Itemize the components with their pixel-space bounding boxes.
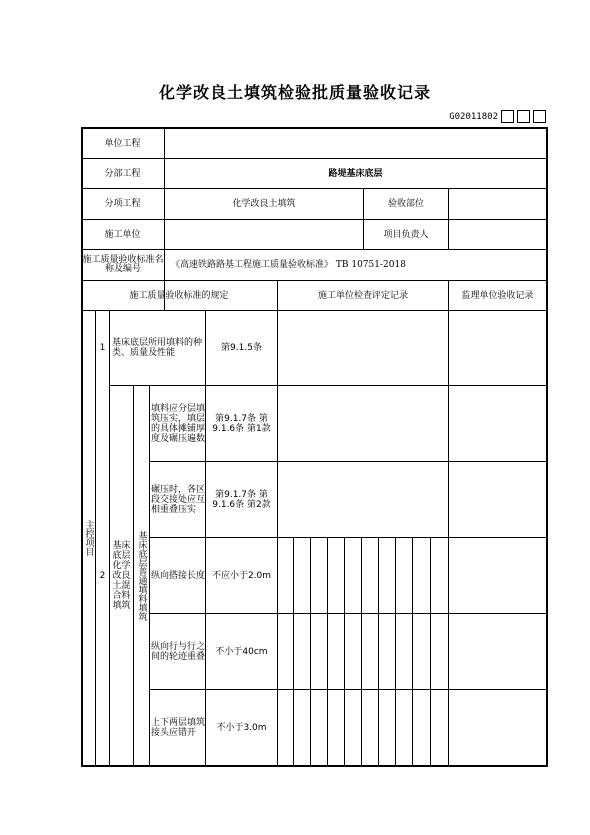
category-main-control: 主控项目 xyxy=(83,520,94,556)
sub-item-inspect[interactable] xyxy=(278,538,448,613)
subitem-label: 分项工程 xyxy=(104,199,141,209)
code-box[interactable] xyxy=(501,110,514,123)
item-1-supervise[interactable] xyxy=(449,311,546,385)
standard-label: 施工质量验收标准名称及编号 xyxy=(82,255,164,274)
sub-item-clause: 不应小于2.0m xyxy=(211,570,272,581)
sub-item-clause: 第9.1.7条 第9.1.6条 第1款 xyxy=(212,413,271,434)
division-label: 分部工程 xyxy=(104,168,141,179)
page-title: 化学改良土填筑检验批质量验收记录 xyxy=(158,83,431,102)
sub-item-desc: 上下两层填筑接头应错开 xyxy=(151,717,206,738)
item-1-clause: 第9.1.5条 xyxy=(221,343,262,353)
item-2-sub: 基床底层普通填料填筑 xyxy=(136,530,147,621)
form-code-text: G02011802 xyxy=(449,111,498,122)
item-1-no: 1 xyxy=(99,343,106,353)
subitem-value[interactable]: 化学改良土填筑 xyxy=(232,199,296,209)
sub-item-desc: 纵向搭接长度 xyxy=(151,570,206,581)
sub-item-clause: 第9.1.7条 第9.1.6条 第2款 xyxy=(212,489,271,510)
sub-item-inspect[interactable] xyxy=(278,614,448,689)
construction-unit-field[interactable] xyxy=(165,220,363,249)
code-box[interactable] xyxy=(533,110,546,123)
construction-unit-label: 施工单位 xyxy=(104,229,141,240)
division-value[interactable]: 路堤基床底层 xyxy=(328,168,383,179)
item-2-no: 2 xyxy=(99,570,106,581)
sub-item-clause: 不小于3.0m xyxy=(216,722,267,733)
sub-item-desc: 填料应分层填筑压实，填层的具体摊铺厚度及碾压遍数 xyxy=(151,403,206,444)
col-line xyxy=(149,385,150,767)
acceptance-part-label: 验收部位 xyxy=(387,199,424,209)
header-spec: 施工质量验收标准的规定 xyxy=(129,290,229,301)
project-manager-label: 项目负责人 xyxy=(383,229,429,240)
sub-item-supervise[interactable] xyxy=(449,462,546,537)
standard-value: 《高速铁路路基工程施工质量验收标准》 TB 10751-2018 xyxy=(171,260,406,270)
sub-item-supervise[interactable] xyxy=(449,614,546,689)
sub-item-desc: 碾压时，各区段交接处应互相重叠压实 xyxy=(151,484,206,515)
form-code xyxy=(449,110,546,123)
sub-item-desc: 纵向行与行之间的轮迹重叠 xyxy=(151,641,206,662)
sub-item-supervise[interactable] xyxy=(449,538,546,613)
header-inspect: 施工单位检查评定记录 xyxy=(317,290,408,301)
code-box[interactable] xyxy=(517,110,530,123)
sub-item-inspect[interactable] xyxy=(278,690,448,765)
sub-item-supervise[interactable] xyxy=(449,690,546,765)
sub-item-clause: 不小于40cm xyxy=(215,646,268,657)
item-1-inspect[interactable] xyxy=(278,311,448,385)
inspection-table xyxy=(81,127,548,767)
border xyxy=(546,127,548,767)
acceptance-part-field[interactable] xyxy=(449,189,546,219)
unit-project-label: 单位工程 xyxy=(104,138,141,149)
border xyxy=(81,765,548,767)
sub-item-inspect[interactable] xyxy=(278,386,448,461)
item-1-desc: 基床底层所用填料的种类、质量及性能 xyxy=(112,338,203,358)
header-supervise: 监理单位验收记录 xyxy=(461,290,534,301)
item-2-group: 基床底层化学改良土混合料填筑 xyxy=(112,540,131,611)
project-manager-field[interactable] xyxy=(449,220,546,249)
unit-project-field[interactable] xyxy=(165,129,546,158)
sub-item-inspect[interactable] xyxy=(278,462,448,537)
sub-item-supervise[interactable] xyxy=(449,386,546,461)
